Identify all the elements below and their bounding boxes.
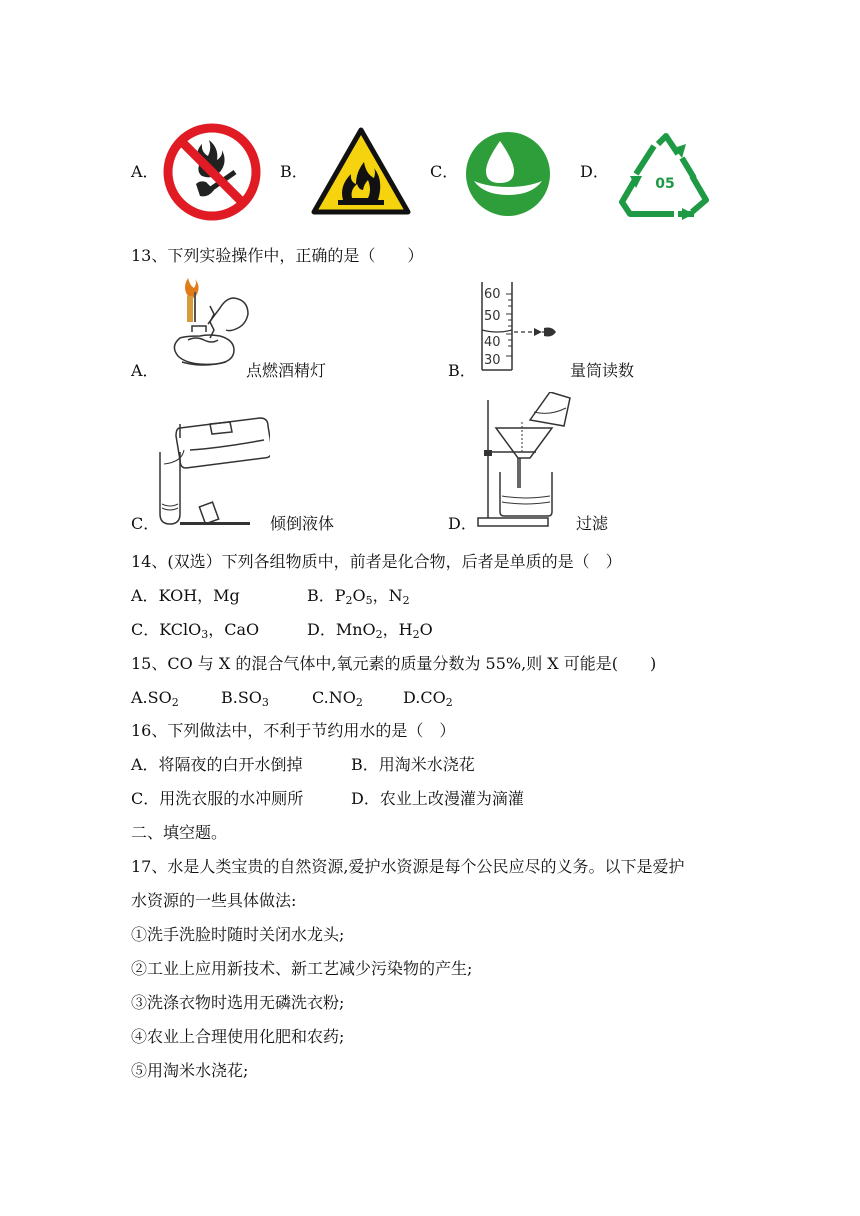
q15-d xyxy=(403,687,453,709)
q16-c: C．用洗衣服的水冲厕所 xyxy=(131,789,304,808)
q15-a-sub: 2 xyxy=(171,696,179,709)
q16-b: B．用淘米水浇花 xyxy=(351,755,475,774)
q14-b-sub3: 2 xyxy=(402,594,410,607)
q14-a-label: A． xyxy=(131,586,159,605)
option-d-label: D． xyxy=(580,162,609,181)
q15-d-sub: 2 xyxy=(445,696,453,709)
cylinder-tick-50: 50 xyxy=(484,309,501,324)
q13-a-label: A． xyxy=(131,361,159,380)
q14-d-sub1: 2 xyxy=(375,628,383,641)
q14-options-cd xyxy=(131,619,433,641)
q17-line-1: 17、水是人类宝贵的自然资源,爱护水资源是每个公民应尽的义务。以下是爱护 xyxy=(131,857,685,876)
q16-options-ab xyxy=(131,754,475,776)
section-2-heading: 二、填空题。 xyxy=(131,823,228,842)
q15-question: 15、CO 与 X 的混合气体中,氧元素的质量分数为 55%,则 X 可能是( ) xyxy=(131,654,657,673)
q13-b-label: B． xyxy=(448,361,476,380)
q17-item-1: ①洗手洗脸时随时关闭水龙头; xyxy=(131,925,345,944)
option-b-label: B． xyxy=(280,162,308,181)
q14-b-sub1: 2 xyxy=(345,594,353,607)
q14-b-n: ，N xyxy=(372,586,403,605)
q14-b-label: B． xyxy=(307,586,335,605)
q14-options-ab xyxy=(131,585,410,607)
graduated-cylinder-image xyxy=(476,280,570,374)
q14-b-sub2: 5 xyxy=(365,594,373,607)
q14-d-mno: MnO xyxy=(335,620,376,639)
q14-d-sub2: 2 xyxy=(412,628,420,641)
cylinder-tick-30: 30 xyxy=(484,353,501,368)
no-fire-sign-icon xyxy=(160,122,264,222)
q17-item-4: ④农业上合理使用化肥和农药; xyxy=(131,1027,345,1046)
q15-b xyxy=(221,687,269,709)
q14-c-sub: 3 xyxy=(201,628,209,641)
q15-a-text: A.SO xyxy=(131,688,172,707)
option-c-label: C． xyxy=(430,162,459,181)
q15-d-text: D.CO xyxy=(403,688,446,707)
q17-item-2: ②工业上应用新技术、新工艺减少污染物的产生; xyxy=(131,959,473,978)
q14-d-o: O xyxy=(419,620,433,639)
q15-a xyxy=(131,688,179,707)
water-saving-sign-icon xyxy=(464,131,552,217)
q14-question: 14、(双选）下列各组物质中，前者是化合物，后者是单质的是（ ） xyxy=(131,552,622,571)
q14-c-kclo: KClO xyxy=(159,620,202,639)
q14-d-option xyxy=(307,619,433,641)
filtration-image xyxy=(476,392,572,530)
q17-line-2: 水资源的一些具体做法: xyxy=(131,891,297,910)
alcohol-lamp-lighting-image xyxy=(158,278,254,370)
q16-d: D．农业上改漫灌为滴灌 xyxy=(351,789,524,808)
q15-c xyxy=(312,687,363,709)
q13-c-label: C． xyxy=(131,514,160,533)
q14-d-h: ，H xyxy=(382,620,413,639)
q16-question: 16、下列做法中，不利于节约用水的是（ ） xyxy=(131,721,456,740)
q16-a: A．将隔夜的白开水倒掉 xyxy=(131,755,303,774)
q14-a-text: KOH，Mg xyxy=(158,586,240,605)
q17-item-3: ③洗涤衣物时选用无磷洗衣粉; xyxy=(131,993,345,1012)
pouring-liquid-image xyxy=(150,408,270,530)
q13-b-text: 量筒读数 xyxy=(570,361,635,380)
recycle-symbol-icon xyxy=(618,132,714,220)
q14-d-label: D． xyxy=(307,620,336,639)
q13-a-text: 点燃酒精灯 xyxy=(246,361,327,380)
q14-c-cao: ，CaO xyxy=(208,620,260,639)
q15-b-text: B.SO xyxy=(221,688,262,707)
q14-c-label: C． xyxy=(131,620,160,639)
q15-c-sub: 2 xyxy=(355,696,363,709)
q16-options-cd xyxy=(131,788,524,810)
q15-options xyxy=(131,687,453,709)
q13-question: 13、下列实验操作中，正确的是（ ） xyxy=(131,246,424,265)
cylinder-tick-40: 40 xyxy=(484,335,501,350)
option-a-label: A． xyxy=(131,162,159,181)
q14-b-o: O xyxy=(352,586,366,605)
q17-item-5: ⑤用淘米水浇花; xyxy=(131,1061,249,1080)
flammable-warning-icon xyxy=(310,126,412,216)
q13-d-text: 过滤 xyxy=(576,514,609,533)
q13-c-text: 倾倒液体 xyxy=(270,514,335,533)
q15-c-text: C.NO xyxy=(312,688,356,707)
q13-d-label: D． xyxy=(448,514,477,533)
q14-b-p: P xyxy=(334,586,346,605)
recycle-number: 05 xyxy=(655,176,675,192)
q14-b-option xyxy=(307,585,410,607)
q15-b-sub: 3 xyxy=(261,696,269,709)
cylinder-tick-60: 60 xyxy=(484,287,501,302)
